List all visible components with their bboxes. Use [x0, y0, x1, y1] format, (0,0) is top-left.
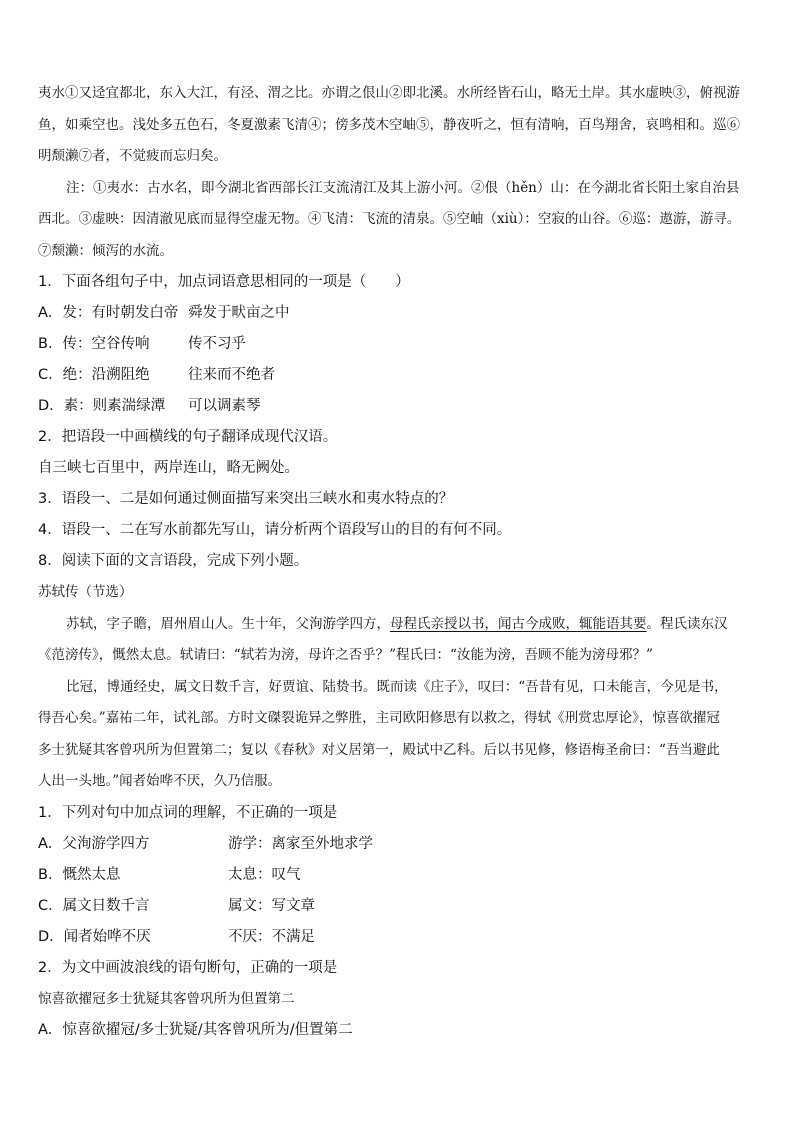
question-3: 3．语段一、二是如何通过侧面描写来突出三峡水和夷水特点的？ [38, 491, 454, 507]
set2-option-a-right: 游学：离家至外地求学 [228, 835, 373, 852]
option-d [38, 391, 760, 422]
page-content [38, 78, 760, 1046]
passage2-para2-line3: 多士犹疑其客曾巩所为但置第二；复以《春秋》对义居第一，殿试中乙科。后以书见修，修语梅圣俞曰：“吾当避此 [38, 741, 720, 758]
passage1-note-2: 西北。③虚映：因清澈见底而显得空虚无物。④飞清：飞流的清泉。⑤空岫（xiù）：空寂的山谷。⑥巡：遨游，游寻。 [38, 211, 741, 227]
option-d-left: D．素：则素湍绿潭 [38, 398, 166, 414]
set2-option-c-right: 属文：写文章 [228, 897, 315, 914]
passage2-para2-line4: 人出一头地。”闻者始哗不厌，久乃信服。 [38, 773, 282, 789]
para1-text-a: 苏轼，字子瞻，眉州眉山人。生十年，父洵游学四方， [66, 615, 390, 632]
set2-option-a-left: A．父洵游学四方 [38, 835, 150, 852]
set2-question-2-option-a: A．惊喜欲擢冠/多士犹疑/其客曾巩所为/但置第二 [38, 1022, 353, 1038]
para1-text-b: 。程氏读东汉 [646, 615, 728, 632]
option-a [38, 298, 760, 329]
set2-option-b [38, 860, 760, 891]
passage2-para1-line1 [38, 609, 760, 641]
option-b [38, 329, 760, 360]
passage1-note-3: ⑦颓濑：倾泻的水流。 [38, 242, 173, 259]
passage2-para1-line2: 《范滂传》，慨然太息。轼请曰：“轼若为滂，母许之否乎？”程氏曰：“汝能为滂，吾顾不能为滂母邪？” [38, 647, 653, 663]
option-c-left: C．绝：沿溯阻绝 [38, 367, 150, 383]
question-2: 2．把语段一中画横线的句子翻译成现代汉语。 [38, 429, 338, 445]
set2-option-c [38, 891, 760, 922]
option-a-right: 舜发于畎亩之中 [188, 305, 290, 321]
set2-option-b-right: 太息：叹气 [228, 866, 301, 883]
set2-option-a [38, 829, 760, 860]
set2-question-1: 1．下列对句中加点词的理解，不正确的一项是 [38, 804, 338, 821]
option-b-left: B．传：空谷传响 [38, 336, 150, 352]
set2-option-c-left: C．属文日数千言 [38, 897, 150, 914]
set2-option-d-right: 不厌：不满足 [228, 928, 315, 945]
para1-underlined: 母程氏亲授以书，闻古今成败，辄能语其要 [390, 615, 647, 632]
set2-question-2-sentence: 惊喜欲擢冠多士犹疑其客曾巩所为但置第二 [38, 990, 295, 1007]
option-d-right: 可以调素琴 [188, 398, 261, 414]
option-c-right: 往来而不绝者 [188, 367, 275, 383]
set2-option-d-left: D．闻者始哗不厌 [38, 928, 151, 945]
passage2-para2-line1: 比冠，博通经史，属文日数千言，好贾谊、陆贽书。既而读《庄子》，叹曰：“吾昔有见，口未能言，今见是书， [66, 678, 728, 695]
passage1-line-2: 鱼，如乘空也。浅处多五色石，冬夏激素飞清④；傍多茂木空岫⑤，静夜听之，恒有清响，百鸟翔舍，哀鸣相和。巡⑥ [38, 116, 740, 133]
option-b-right: 传不习乎 [188, 336, 246, 352]
option-c [38, 360, 760, 391]
question-2-sentence: 自三峡七百里中，两岸连山，略无阙处。 [38, 460, 299, 476]
passage2-title: 苏轼传（节选） [38, 584, 133, 600]
question-1: 1．下面各组句子中，加点词语意思相同的一项是（ ） [38, 274, 410, 290]
passage2-para2-line2: 得吾心矣。”嘉祐二年，试礼部。方时文磔裂诡异之弊胜，主司欧阳修思有以救之，得轼《刑赏忠厚论》，惊喜欲擢冠 [38, 710, 720, 726]
question-8: 8．阅读下面的文言语段，完成下列小题。 [38, 553, 309, 569]
passage1-line-3: 明颓濑⑦者，不觉疲而忘归矣。 [38, 148, 227, 164]
set2-option-d [38, 922, 760, 953]
option-a-left: A．发：有时朝发白帝 [38, 305, 179, 321]
question-4: 4．语段一、二在写水前都先写山，请分析两个语段写山的目的有何不同。 [38, 522, 512, 538]
set2-question-2: 2．为文中画波浪线的语句断句，正确的一项是 [38, 959, 338, 976]
passage1-note-1: 注：①夷水：古水名，即今湖北省西部长江支流清江及其上游小河。②佷（hěn）山：在今湖北省长阳土家自治县 [66, 179, 740, 196]
set2-option-b-left: B．慨然太息 [38, 866, 121, 883]
passage1-line-1: 夷水①又迳宜都北，东入大江，有泾、渭之比。亦谓之佷山②即北溪。水所经皆石山，略无土岸。其水虚映③，俯视游 [38, 85, 740, 101]
